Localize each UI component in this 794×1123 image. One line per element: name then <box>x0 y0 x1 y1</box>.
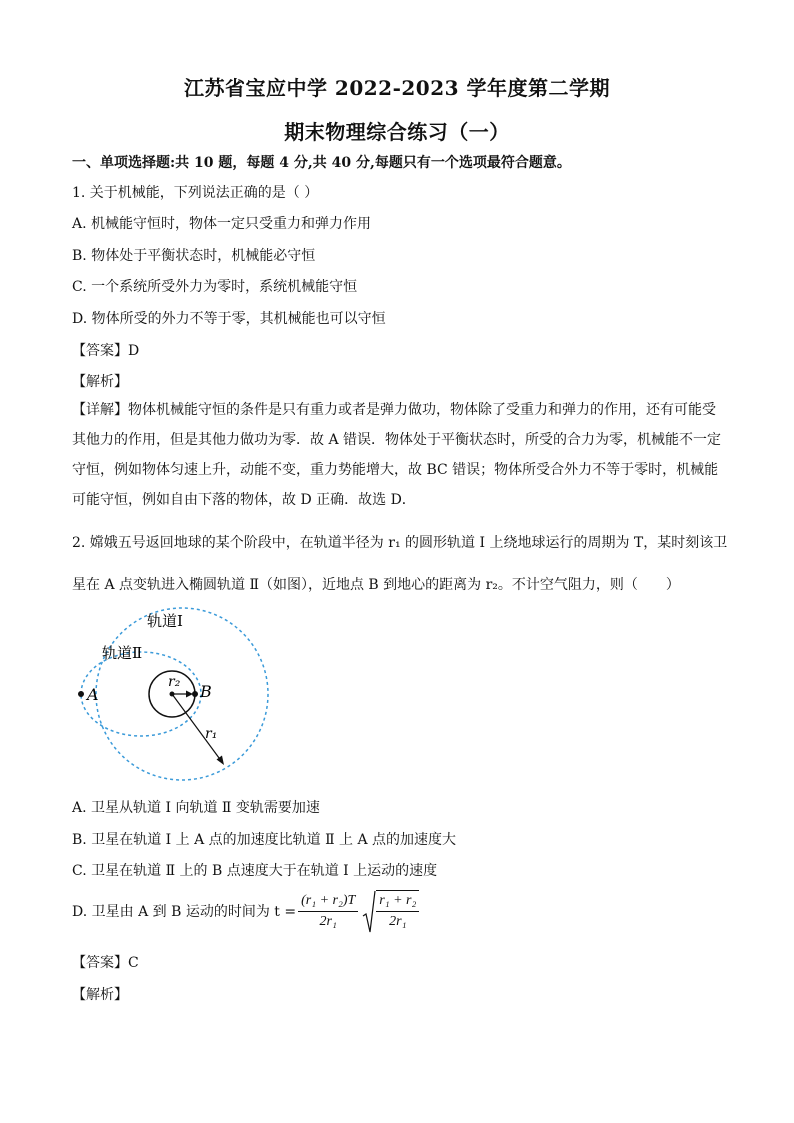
section-heading: 一、单项选择题:共 10 题，每题 4 分,共 40 分,每题只有一个选项最符合题意。 <box>72 155 571 171</box>
r2-arrowhead <box>186 691 193 698</box>
r1-label: r₁ <box>205 726 218 742</box>
q2-analysis-label: 【解析】 <box>72 987 128 1003</box>
q1-option-d: D. 物体所受的外力不等于零，其机械能也可以守恒 <box>72 311 386 327</box>
radical-sign <box>362 890 376 934</box>
q2-option-d-prefix: D. 卫星由 A 到 B 运动的时间为 t = <box>72 904 297 920</box>
q2-option-a: A. 卫星从轨道 Ⅰ 向轨道 Ⅱ 变轨需要加速 <box>72 800 320 816</box>
sqrt-numerator: r₁ + r₂ <box>376 891 419 912</box>
time-fraction <box>298 891 358 932</box>
doc-title-line2: 期末物理综合练习（一） <box>284 120 510 144</box>
q2-stem-line1: 2. 嫦娥五号返回地球的某个阶段中，在轨道半径为 r₁ 的圆形轨道 Ⅰ 上绕地球运行的周期为 T，某时刻该卫 <box>72 535 728 551</box>
q1-option-b: B. 物体处于平衡状态时，机械能必守恒 <box>72 248 316 264</box>
orbit-1-label: 轨道Ⅰ <box>147 612 183 630</box>
r2-label: r₂ <box>168 674 181 690</box>
doc-title-line1: 江苏省宝应中学 2022-2023 学年度第二学期 <box>183 76 611 100</box>
q2-stem-line2: 星在 A 点变轨进入椭圆轨道 Ⅱ（如图），近地点 B 到地心的距离为 r₂。不计空气阻力，则（ ） <box>72 577 680 593</box>
point-b-label: B <box>200 682 212 701</box>
point-a-dot <box>78 691 84 697</box>
time-fraction-numerator: (r₁ + r₂)T <box>298 891 358 912</box>
q2-option-b: B. 卫星在轨道 Ⅰ 上 A 点的加速度比轨道 Ⅱ 上 A 点的加速度大 <box>72 832 457 848</box>
point-a-label: A <box>87 685 99 704</box>
q1-option-a: A. 机械能守恒时，物体一定只受重力和弹力作用 <box>72 216 372 232</box>
q2-option-c: C. 卫星在轨道 Ⅱ 上的 B 点速度大于在轨道 Ⅰ 上运动的速度 <box>72 863 438 879</box>
orbit-diagram <box>72 604 272 790</box>
orbit-2-label: 轨道Ⅱ <box>102 644 143 662</box>
q1-detail: 【详解】物体机械能守恒的条件是只有重力或者是弹力做功，物体除了受重力和弹力的作用，还有可能受其他力的作用，但是其他力做功为零．故 A 错误．物体处于平衡状态时，所受的合力为零，机械能不一定守恒，例如物体匀速上升，动能不变，重力势能增大，故 BC 错误；物体所受合外力不等于零时，机械能可能守恒，例如自由下落的物体，故 D 正确．故选 D． <box>72 402 722 508</box>
q2-option-d <box>72 890 419 932</box>
sqrt-expression <box>362 890 419 932</box>
q1-stem: 1. 关于机械能，下列说法正确的是（ ） <box>72 185 319 201</box>
sqrt-denominator: 2r₁ <box>389 914 407 929</box>
q2-answer: 【答案】C <box>72 955 139 971</box>
q1-option-c: C. 一个系统所受外力为零时，系统机械能守恒 <box>72 279 358 295</box>
time-fraction-denominator: 2r₁ <box>319 913 337 929</box>
q1-analysis-label: 【解析】 <box>72 374 128 390</box>
q1-answer: 【答案】D <box>72 343 140 359</box>
